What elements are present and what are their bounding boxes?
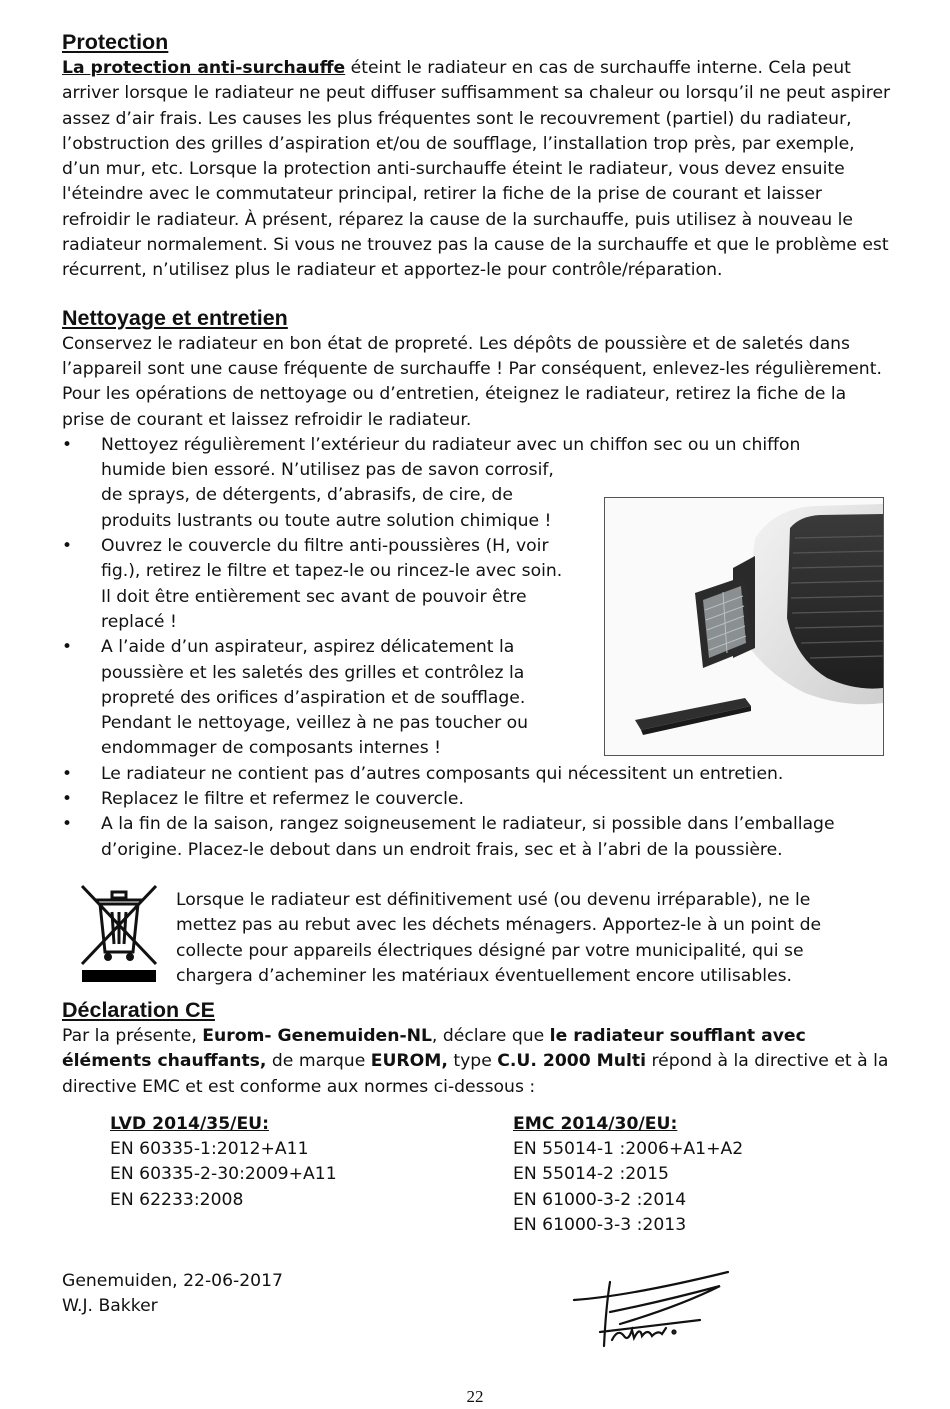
lvd-heading: LVD 2014/35/EU: xyxy=(110,1113,270,1134)
cleaning-b4: Le radiateur ne contient pas d’autres composants qui nécessitent un entretien. xyxy=(101,763,784,784)
cleaning-b3: • A l’aide d’un aspirateur, aspirez délicatement la poussière et les saletés des grilles et contrôlez la propreté des orifices d’aspiration et de soufflage. Pendant le nettoyage, veillez à ne pas toucher ou endommager de composants internes ! xyxy=(101,637,529,759)
protection-body: éteint le radiateur en cas de surchauffe interne. Cela peut arriver lorsque le radiateur ne peut diffuser suffisamment sa chaleur ou lorsqu’il ne peut aspirer assez d’air frais. Les causes les plus fréquentes sont le recouvrement (partiel) du radiateur, l’obstruction des grilles d’aspiration et/ou de soufflage, l’installation trop près, par exemple, d’un mur, etc. Lorsque la protection anti-surchauffe éteint le radiateur, vous devez ensuite l'éteindre avec le commutateur principal, retirer la fiche de la prise de courant et laisser refroidir le radiateur. À présent, réparez la cause de la surchauffe, puis utilisez à nouveau le radiateur normalement. Si vous ne trouvez pas la cause de la surchauffe et que le problème est récurrent, n’utilisez plus le radiateur et apportez-le pour contrôle/réparation. xyxy=(62,58,891,281)
lvd-norm: EN 62233:2008 xyxy=(110,1189,244,1210)
list-item xyxy=(62,787,892,812)
emc-norm: EN 61000-3-3 :2013 xyxy=(513,1214,687,1235)
signer-name: W.J. Bakker xyxy=(62,1296,158,1317)
cleaning-b2: • Ouvrez le couvercle du filtre anti-poussières (H, voir fig.), retirez le filtre et tapez-le ou rincez-le avec soin. Il doit être entièrement sec avant de pouvoir être replacé ! xyxy=(101,536,563,632)
protection-lead: La protection anti-surchauffe xyxy=(62,58,346,78)
signature-block xyxy=(62,1269,283,1320)
disposal-block xyxy=(62,880,892,990)
cleaning-b1-rest: humide bien essoré. N’utilisez pas de savon corrosif, de sprays, de détergents, d’abrasifs, de cire, de produits lustrants ou toute autre solution chimique ! xyxy=(101,460,554,531)
place-date: Genemuiden, 22-06-2017 xyxy=(62,1271,283,1291)
decl-text-2: , déclare que xyxy=(431,1025,550,1046)
decl-product: le radiateur soufflant avec éléments chauffants, xyxy=(62,1025,806,1072)
protection-heading: Protection xyxy=(62,30,169,54)
lvd-norm: EN 60335-1:2012+A11 xyxy=(110,1139,309,1160)
list-item xyxy=(62,812,892,863)
handwritten-signature xyxy=(570,1266,740,1350)
protection-paragraph xyxy=(62,56,892,284)
decl-text-3: de marque xyxy=(266,1051,371,1072)
norms-table xyxy=(62,1112,892,1252)
decl-company: Eurom- Genemuiden-NL xyxy=(202,1025,432,1046)
lvd-norm: EN 60335-2-30:2009+A11 xyxy=(110,1164,337,1185)
list-item xyxy=(62,762,892,787)
decl-type: C.U. 2000 Multi xyxy=(497,1051,647,1072)
declaration-paragraph xyxy=(62,1024,892,1100)
decl-text-4: type xyxy=(447,1051,498,1072)
cleaning-b5: Replacez le filtre et refermez le couvercle. xyxy=(101,789,464,810)
emc-column xyxy=(513,1112,743,1238)
cleaning-intro: Conservez le radiateur en bon état de propreté. Les dépôts de poussière et de saletés dans l’appareil sont une cause fréquente de surchauffe ! Par conséquent, enlevez-les régulièrement. Pour les opérations de nettoyage ou d’entretien, éteignez le radiateur, retirez la fiche de la prise de courant et laissez refroidir le radiateur. xyxy=(62,333,882,430)
decl-text-1: Par la présente, xyxy=(62,1025,203,1046)
cleaning-b1-line1: Nettoyez régulièrement l’extérieur du radiateur avec un chiffon sec ou un chiffon xyxy=(101,434,801,455)
emc-norm: EN 55014-2 :2015 xyxy=(513,1164,669,1185)
page-number: 22 xyxy=(466,1387,484,1406)
emc-heading: EMC 2014/30/EU: xyxy=(513,1113,678,1134)
decl-brand: EUROM, xyxy=(370,1051,448,1072)
heater-filter-photo xyxy=(604,497,884,756)
decl-text-5: répond à la directive et à la directive EMC et est conforme aux normes ci-dessous : xyxy=(62,1051,889,1097)
cleaning-b6: A la fin de la saison, rangez soigneusement le radiateur, si possible dans l’emballage d’origine. Placez-le debout dans un endroit frais, sec et à l’abri de la poussière. xyxy=(101,814,835,860)
emc-norm: EN 55014-1 :2006+A1+A2 xyxy=(513,1139,744,1160)
disposal-text: Lorsque le radiateur est définitivement usé (ou devenu irréparable), ne le mettez pas au rebut avec les déchets ménagers. Apportez-le à un point de collecte pour appareils électriques désigné par votre municipalité, qui se chargera d’acheminer les matériaux éventuellement encore utilisables. xyxy=(176,889,822,986)
weee-crossed-bin-icon xyxy=(74,880,164,990)
lvd-column xyxy=(110,1112,337,1213)
emc-norm: EN 61000-3-2 :2014 xyxy=(513,1189,687,1210)
declaration-heading: Déclaration CE xyxy=(62,997,215,1022)
cleaning-heading: Nettoyage et entretien xyxy=(62,305,288,330)
